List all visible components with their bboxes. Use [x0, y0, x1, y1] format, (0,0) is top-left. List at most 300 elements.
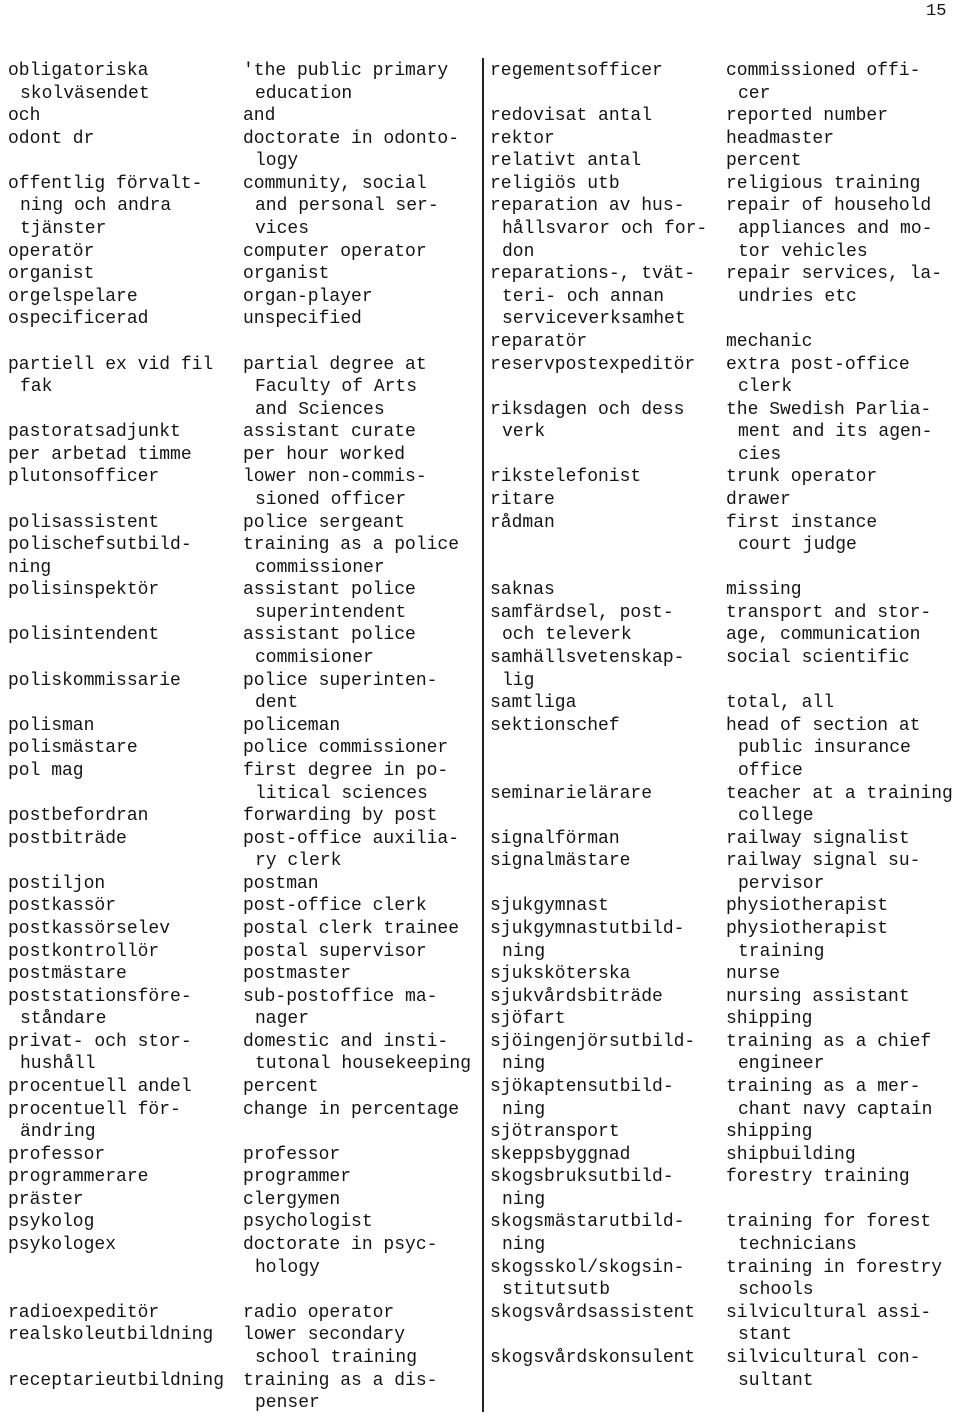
swedish-term [490, 850, 726, 895]
swedish-term [490, 1211, 726, 1256]
swedish-term-line: polisassistent [8, 512, 160, 533]
swedish-term-line: regementsofficer [490, 61, 663, 81]
swedish-term-line: präster [8, 1189, 84, 1210]
english-translation-line: doctorate in psyc- [243, 1235, 438, 1256]
english-translation-line: commissioner [255, 557, 385, 578]
english-translation-line: post-office auxilia- [243, 828, 460, 849]
glossary-entry [490, 783, 956, 828]
swedish-term [8, 60, 243, 105]
glossary-entry [490, 1144, 956, 1167]
english-translation-line: logy [255, 151, 299, 172]
swedish-term-line: ospecificerad [8, 309, 149, 330]
english-translation-line: forestry training [726, 1167, 910, 1188]
english-translation-line: cies [738, 444, 782, 465]
swedish-term-line: postbiträde [8, 828, 127, 849]
english-translation-line: superintendent [255, 602, 407, 623]
swedish-term [490, 173, 726, 196]
glossary-entry [8, 715, 481, 738]
swedish-term [490, 602, 726, 647]
english-translation-line: sioned officer [255, 489, 407, 510]
glossary-entry [8, 1031, 481, 1076]
glossary-entry [8, 241, 481, 264]
english-translation-line: partial degree at [243, 354, 427, 375]
english-translation-line: percent [726, 151, 802, 172]
swedish-term [8, 624, 243, 669]
english-translation-line: nursing assistant [726, 986, 910, 1007]
glossary-entry [8, 1302, 481, 1325]
english-translation [243, 1324, 481, 1369]
english-translation-line: 'the public primary [243, 61, 449, 81]
english-translation-line: railway signal su- [726, 851, 921, 872]
swedish-term [490, 331, 726, 354]
english-translation-line: physiotherapist [726, 896, 889, 917]
english-translation [243, 60, 481, 105]
swedish-term-line: polismästare [8, 738, 138, 759]
english-translation-line: postal clerk trainee [243, 918, 460, 939]
english-translation-line: technicians [738, 1235, 857, 1256]
glossary-entry [490, 263, 956, 331]
english-translation [726, 489, 956, 512]
english-translation [243, 1370, 481, 1415]
english-translation [726, 647, 956, 692]
swedish-term-line: plutonsofficer [8, 467, 160, 488]
swedish-term-line: organist [8, 264, 95, 285]
swedish-term [8, 737, 243, 760]
english-translation [243, 286, 481, 309]
glossary-entry [8, 805, 481, 828]
english-translation [726, 399, 956, 467]
swedish-term-line: skogsvårdsassistent [490, 1302, 696, 1323]
glossary-entry [490, 105, 956, 128]
english-translation-line: appliances and mo- [738, 219, 933, 240]
swedish-term [8, 1234, 243, 1279]
glossary-entry [490, 1257, 956, 1302]
swedish-term [8, 670, 243, 715]
glossary-entry [8, 512, 481, 535]
english-translation [243, 873, 481, 896]
swedish-term [490, 1076, 726, 1121]
swedish-term-line: religiös utb [490, 173, 620, 194]
glossary-entry [8, 105, 481, 128]
english-translation-line: stant [738, 1325, 793, 1346]
swedish-term-line: rektor [490, 128, 555, 149]
swedish-term [490, 579, 726, 602]
english-translation [726, 828, 956, 851]
swedish-term [8, 1166, 243, 1189]
swedish-term [8, 1302, 243, 1325]
swedish-term-line: rådman [490, 512, 555, 533]
english-translation-line: reported number [726, 106, 889, 127]
swedish-term-line: ändring [20, 1122, 96, 1143]
glossary-entry [490, 692, 956, 715]
glossary-entry [490, 1166, 956, 1211]
english-translation [243, 1099, 481, 1144]
glossary-entry [8, 760, 481, 805]
glossary-entry [8, 579, 481, 624]
english-translation-line: shipping [726, 1122, 813, 1143]
swedish-term-line: orgelspelare [8, 286, 138, 307]
english-translation [726, 150, 956, 173]
glossary-entry [8, 354, 481, 422]
glossary-entry [8, 1166, 481, 1189]
english-translation-line: ment and its agen- [738, 422, 933, 443]
english-translation-line: shipbuilding [726, 1144, 856, 1165]
english-translation [243, 986, 481, 1031]
english-translation [726, 1008, 956, 1031]
english-translation-line: drawer [726, 489, 791, 510]
swedish-term [490, 895, 726, 918]
english-translation [243, 1031, 481, 1076]
swedish-term-line: fak [20, 377, 53, 398]
english-translation [243, 579, 481, 624]
swedish-term-line: realskoleutbildning [8, 1325, 214, 1346]
english-translation-line: training for forest [726, 1212, 932, 1233]
swedish-term [490, 1121, 726, 1144]
english-translation-line: clergymen [243, 1189, 341, 1210]
english-translation [726, 331, 956, 354]
swedish-term-line: sjöfart [490, 1009, 566, 1030]
swedish-term [490, 1031, 726, 1076]
glossary-entry [490, 647, 956, 692]
english-translation [726, 895, 956, 918]
english-translation [243, 760, 481, 805]
english-translation [726, 850, 956, 895]
english-translation [726, 60, 956, 105]
english-translation-line: computer operator [243, 241, 427, 262]
english-translation-line: tutonal housekeeping [255, 1054, 472, 1075]
glossary-entry [490, 195, 956, 263]
swedish-term [8, 354, 243, 422]
swedish-term [8, 1211, 243, 1234]
english-translation-line: silvicultural con- [726, 1347, 921, 1368]
english-translation-line: lower non-commis- [243, 467, 427, 488]
swedish-term-line: sjöingenjörsutbild- [490, 1031, 696, 1052]
swedish-term-line: ning [502, 1235, 546, 1256]
glossary-entry [8, 534, 481, 579]
english-translation [726, 918, 956, 963]
glossary-entry [8, 670, 481, 715]
english-translation-line: schools [738, 1280, 814, 1301]
swedish-term-line: lig [502, 670, 535, 691]
swedish-term [490, 1144, 726, 1167]
swedish-term-line: ning [502, 941, 546, 962]
english-translation [726, 512, 956, 557]
english-translation [726, 354, 956, 399]
english-translation [243, 828, 481, 873]
glossary-entry [490, 963, 956, 986]
glossary-entry [8, 286, 481, 309]
swedish-term-line: redovisat antal [490, 106, 653, 127]
swedish-term-line: poliskommissarie [8, 670, 181, 691]
english-translation-line: pervisor [738, 873, 825, 894]
swedish-term [490, 963, 726, 986]
english-translation [726, 1076, 956, 1121]
glossary-entry [8, 986, 481, 1031]
swedish-term [8, 941, 243, 964]
glossary-entry [490, 579, 956, 602]
swedish-term-line: polisman [8, 715, 95, 736]
glossary-entry [8, 1211, 481, 1234]
swedish-term-line: radioexpeditör [8, 1302, 160, 1323]
english-translation-line: Faculty of Arts [255, 377, 418, 398]
english-translation-line: postman [243, 873, 319, 894]
glossary-entry [490, 1076, 956, 1121]
swedish-term-line: partiell ex vid fil [8, 354, 214, 375]
english-translation-line: lower secondary [243, 1325, 406, 1346]
swedish-term [490, 150, 726, 173]
english-translation-line: court judge [738, 535, 857, 556]
swedish-term-line: psykolog [8, 1212, 95, 1233]
english-translation [243, 263, 481, 286]
swedish-term-line: verk [502, 422, 546, 443]
english-translation [726, 715, 956, 783]
glossary-entry [490, 1347, 956, 1392]
glossary-entry [490, 895, 956, 918]
english-translation [243, 1076, 481, 1099]
english-translation [243, 444, 481, 467]
english-translation [726, 1121, 956, 1144]
swedish-term [490, 263, 726, 331]
glossary-entry [490, 512, 956, 557]
glossary-entry [8, 828, 481, 873]
english-translation-line: repair of household [726, 196, 932, 217]
swedish-term [8, 895, 243, 918]
swedish-term-line: sektionschef [490, 715, 620, 736]
glossary-entry [490, 489, 956, 512]
swedish-term-line: ning [502, 1099, 546, 1120]
english-translation-line: nurse [726, 964, 781, 985]
english-translation-line: social scientific [726, 648, 910, 669]
page-number: 15 [926, 2, 947, 21]
english-translation [243, 421, 481, 444]
swedish-term [8, 1370, 243, 1415]
english-translation-line: training [738, 941, 825, 962]
english-translation [243, 918, 481, 941]
swedish-term [8, 128, 243, 173]
swedish-term-line: postkontrollör [8, 941, 160, 962]
english-translation [726, 692, 956, 715]
swedish-term-line: stitutsutb [502, 1280, 611, 1301]
english-translation [243, 512, 481, 535]
english-translation [726, 602, 956, 647]
english-translation-line: age, communication [726, 625, 921, 646]
swedish-term-line: och [8, 106, 41, 127]
glossary-entry [490, 986, 956, 1009]
swedish-term [8, 1076, 243, 1099]
swedish-term-line: postkassör [8, 896, 117, 917]
glossary-entry [490, 173, 956, 196]
english-translation-line: litical sciences [255, 783, 428, 804]
english-translation [726, 963, 956, 986]
swedish-term-line: sjuksköterska [490, 964, 631, 985]
english-translation-line: headmaster [726, 128, 835, 149]
glossary-entry [8, 1324, 481, 1369]
english-translation-line: railway signalist [726, 828, 910, 849]
english-translation [726, 1257, 956, 1302]
glossary-entry [8, 737, 481, 760]
english-translation [243, 241, 481, 264]
glossary-right-half [490, 60, 956, 1392]
english-translation-line: per hour worked [243, 444, 406, 465]
swedish-term-line: skeppsbyggnad [490, 1144, 631, 1165]
english-translation-line: doctorate in odonto- [243, 128, 460, 149]
english-translation [243, 715, 481, 738]
swedish-term-line: och televerk [502, 625, 632, 646]
english-translation-line: vices [255, 219, 310, 240]
swedish-term-line: serviceverksamhet [502, 309, 686, 330]
swedish-term-line: hushåll [20, 1054, 96, 1075]
english-translation-line: commisioner [255, 648, 374, 669]
english-translation-line: policeman [243, 715, 341, 736]
english-translation [243, 1302, 481, 1325]
swedish-term-line: skogsskol/skogsin- [490, 1257, 685, 1278]
swedish-term-line: polischefsutbild- [8, 535, 192, 556]
glossary-entry [8, 1370, 481, 1415]
english-translation-line: training as a police [243, 535, 460, 556]
english-translation [243, 670, 481, 715]
english-translation [243, 308, 481, 331]
english-translation-line: undries etc [738, 286, 857, 307]
glossary-entry [8, 1099, 481, 1144]
english-translation-line: forwarding by post [243, 806, 438, 827]
glossary-entry [8, 1076, 481, 1099]
english-translation [243, 105, 481, 128]
swedish-term-line: skogsmästarutbild- [490, 1212, 685, 1233]
swedish-term [8, 1144, 243, 1167]
english-translation [243, 173, 481, 241]
english-translation [726, 1166, 956, 1211]
english-translation [243, 354, 481, 422]
swedish-term [8, 805, 243, 828]
glossary-entry [490, 715, 956, 783]
english-translation-line: education [255, 83, 353, 104]
swedish-term-line: offentlig förvalt- [8, 173, 203, 194]
english-translation-line: school training [255, 1347, 418, 1368]
glossary-entry [490, 466, 956, 489]
english-translation [243, 963, 481, 986]
english-translation-line: training as a dis- [243, 1370, 438, 1391]
english-translation [726, 1211, 956, 1256]
swedish-term-line: ning [8, 557, 52, 578]
glossary-entry [490, 1121, 956, 1144]
english-translation-line: training in forestry [726, 1257, 943, 1278]
swedish-term-line: saknas [490, 580, 555, 601]
english-translation-line: percent [243, 1077, 319, 1098]
swedish-term-line: skogsvårdskonsulent [490, 1347, 696, 1368]
swedish-term-line: polisintendent [8, 625, 160, 646]
swedish-term-line: don [502, 241, 535, 262]
swedish-term [8, 873, 243, 896]
english-translation-line: nager [255, 1009, 310, 1030]
english-translation [726, 263, 956, 331]
swedish-term [490, 489, 726, 512]
swedish-term [490, 105, 726, 128]
english-translation-line: assistant police [243, 580, 416, 601]
swedish-term-line: pastoratsadjunkt [8, 422, 181, 443]
english-translation-line: sultant [738, 1370, 814, 1391]
swedish-term-line: ståndare [20, 1009, 107, 1030]
glossary-entry [8, 918, 481, 941]
swedish-term-line: receptarieutbildning [8, 1370, 225, 1391]
english-translation [726, 1302, 956, 1347]
english-translation [243, 534, 481, 579]
english-translation-line: post-office clerk [243, 896, 427, 917]
swedish-term [490, 1008, 726, 1031]
swedish-term [8, 286, 243, 309]
english-translation-line: and [243, 106, 276, 127]
glossary-entry [8, 895, 481, 918]
swedish-term-line: sjukgymnast [490, 896, 609, 917]
swedish-term-line: postiljon [8, 873, 106, 894]
swedish-term [490, 986, 726, 1009]
swedish-term [8, 579, 243, 624]
swedish-term [490, 828, 726, 851]
swedish-term [8, 1324, 243, 1369]
glossary-entry [490, 602, 956, 647]
english-translation-line: transport and stor- [726, 602, 932, 623]
glossary-entry [8, 1234, 481, 1279]
swedish-term [490, 60, 726, 105]
english-translation-line: hology [255, 1257, 320, 1278]
glossary-entry [490, 399, 956, 467]
swedish-term-line: samtliga [490, 693, 577, 714]
swedish-term [8, 263, 243, 286]
english-translation [726, 1347, 956, 1392]
english-translation-line: tor vehicles [738, 241, 868, 262]
glossary-entry [8, 421, 481, 444]
english-translation-line: police sergeant [243, 512, 406, 533]
english-translation-line: mechanic [726, 331, 813, 352]
english-translation-line: missing [726, 580, 802, 601]
english-translation-line: assistant curate [243, 422, 416, 443]
swedish-term [8, 512, 243, 535]
glossary-entry [490, 331, 956, 354]
english-translation-line: and personal ser- [255, 196, 439, 217]
english-translation [243, 624, 481, 669]
english-translation-line: shipping [726, 1009, 813, 1030]
english-translation [243, 1211, 481, 1234]
glossary-entry [8, 173, 481, 241]
swedish-term-line: reparations-, tvät- [490, 264, 696, 285]
english-translation [726, 173, 956, 196]
swedish-term-line: reparation av hus- [490, 196, 685, 217]
english-translation-line: assistant police [243, 625, 416, 646]
swedish-term-line: sjukvårdsbiträde [490, 986, 663, 1007]
swedish-term [8, 308, 243, 331]
english-translation-line: first instance [726, 512, 878, 533]
swedish-term [490, 1257, 726, 1302]
english-translation-line: community, social [243, 173, 427, 194]
swedish-term-line: relativt antal [490, 151, 642, 172]
english-translation-line: teacher at a training [726, 783, 953, 804]
glossary-entry [490, 850, 956, 895]
swedish-term [490, 128, 726, 151]
swedish-term [8, 986, 243, 1031]
english-translation-line: first degree in po- [243, 760, 449, 781]
glossary-entry [490, 1302, 956, 1347]
swedish-term-line: skolväsendet [20, 83, 150, 104]
glossary-left-half [8, 60, 481, 1415]
english-translation-line: total, all [726, 693, 835, 714]
glossary-entry [8, 873, 481, 896]
swedish-term [8, 828, 243, 873]
glossary-entry [8, 128, 481, 173]
swedish-term-line: seminarielärare [490, 783, 653, 804]
swedish-term [490, 399, 726, 467]
english-translation [726, 105, 956, 128]
swedish-term-line: teri- och annan [502, 286, 665, 307]
glossary-entry [8, 941, 481, 964]
